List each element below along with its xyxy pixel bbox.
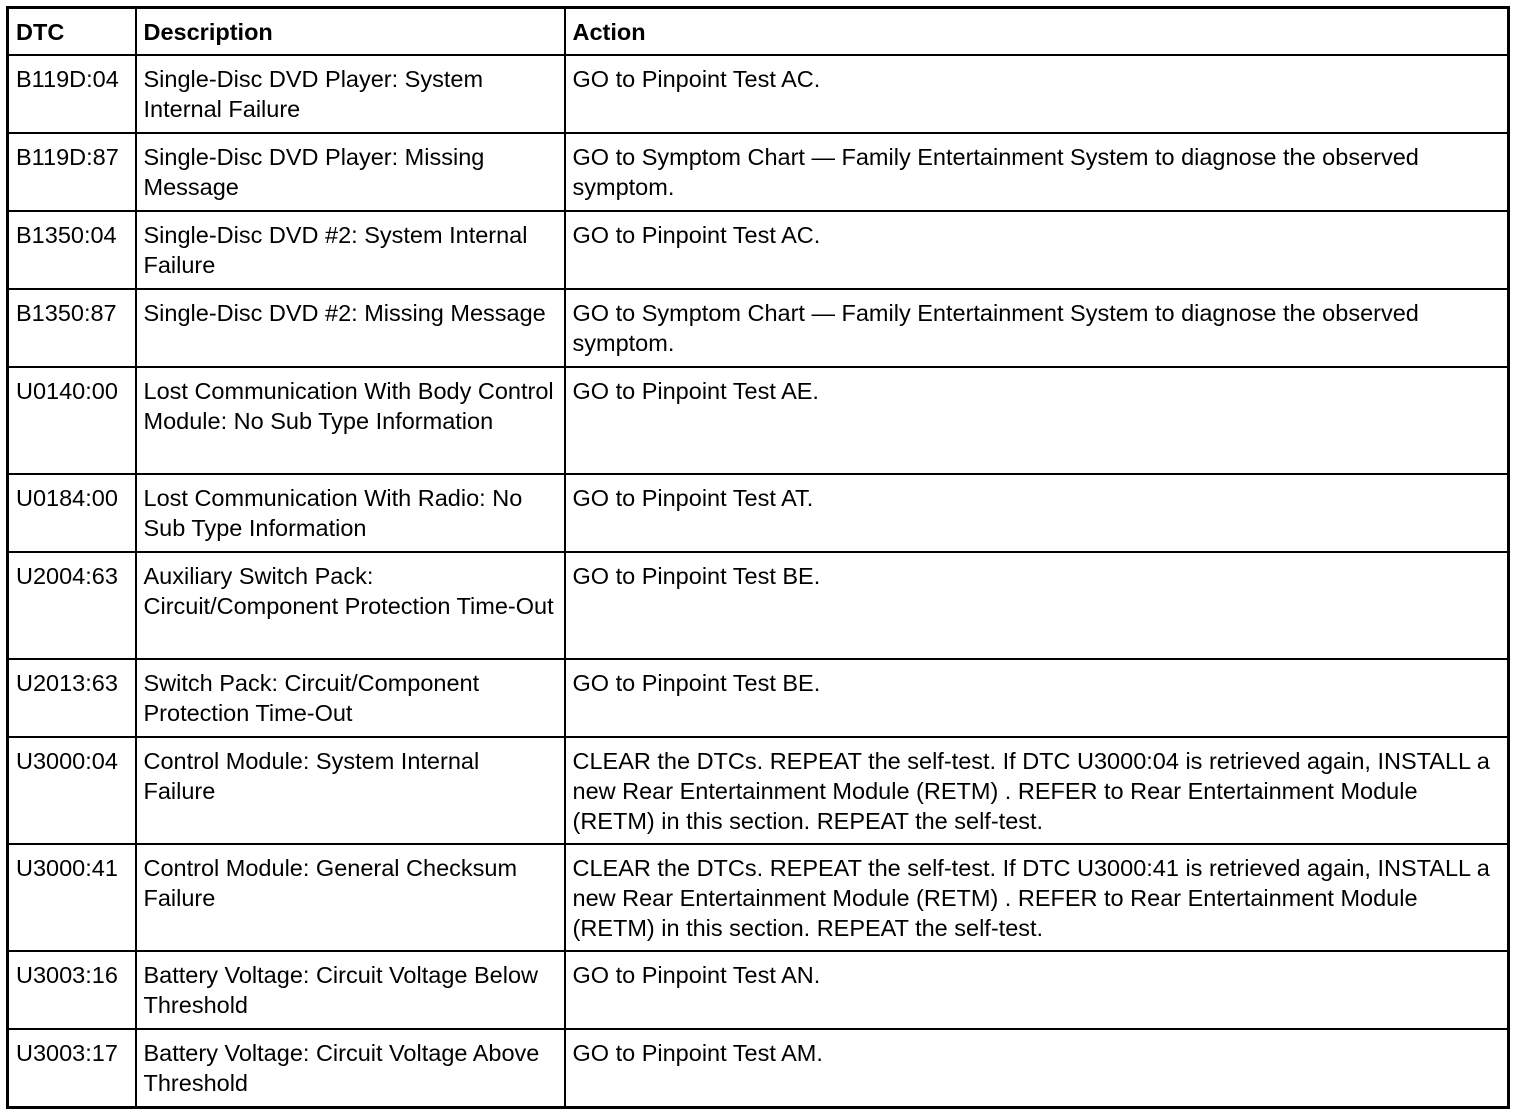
dtc-description: Lost Communication With Body Control Module: No Sub Type Information: [136, 367, 565, 474]
dtc-action: GO to Pinpoint Test AE.: [565, 367, 1509, 474]
dtc-action: GO to Pinpoint Test AC.: [565, 55, 1509, 133]
dtc-code: U0184:00: [8, 474, 136, 552]
dtc-action: CLEAR the DTCs. REPEAT the self-test. If DTC U3000:41 is retrieved again, INSTALL a new Rear Entertainment Module (RETM) . REFER to Rear Entertainment Module (RETM) in this section. REPEAT the self-test.: [565, 844, 1509, 951]
table-row: [8, 552, 1509, 659]
dtc-description: Battery Voltage: Circuit Voltage Below Threshold: [136, 951, 565, 1029]
table-row: [8, 659, 1509, 737]
table-row: [8, 55, 1509, 133]
dtc-code: U2004:63: [8, 552, 136, 659]
dtc-description: Auxiliary Switch Pack: Circuit/Component Protection Time-Out: [136, 552, 565, 659]
dtc-action: GO to Pinpoint Test AN.: [565, 951, 1509, 1029]
dtc-code: B119D:87: [8, 133, 136, 211]
table-header-row: [8, 8, 1509, 56]
dtc-code: U3000:41: [8, 844, 136, 951]
dtc-action: GO to Pinpoint Test BE.: [565, 659, 1509, 737]
dtc-description: Switch Pack: Circuit/Component Protection Time-Out: [136, 659, 565, 737]
dtc-code: B1350:87: [8, 289, 136, 367]
dtc-description: Control Module: General Checksum Failure: [136, 844, 565, 951]
dtc-description: Battery Voltage: Circuit Voltage Above Threshold: [136, 1029, 565, 1107]
dtc-action: GO to Pinpoint Test BE.: [565, 552, 1509, 659]
dtc-code: U0140:00: [8, 367, 136, 474]
table-row: [8, 133, 1509, 211]
dtc-code: U3003:17: [8, 1029, 136, 1107]
table-row: [8, 367, 1509, 474]
dtc-code: B119D:04: [8, 55, 136, 133]
dtc-description: Single-Disc DVD #2: Missing Message: [136, 289, 565, 367]
table-row: [8, 1029, 1509, 1107]
dtc-table: [6, 6, 1510, 1109]
dtc-code: U3003:16: [8, 951, 136, 1029]
dtc-action: CLEAR the DTCs. REPEAT the self-test. If DTC U3000:04 is retrieved again, INSTALL a new Rear Entertainment Module (RETM) . REFER to Rear Entertainment Module (RETM) in this section. REPEAT the self-test.: [565, 737, 1509, 844]
header-dtc: DTC: [8, 8, 136, 56]
table-row: [8, 951, 1509, 1029]
dtc-action: GO to Pinpoint Test AC.: [565, 211, 1509, 289]
dtc-description: Lost Communication With Radio: No Sub Type Information: [136, 474, 565, 552]
table-row: [8, 289, 1509, 367]
dtc-description: Single-Disc DVD Player: Missing Message: [136, 133, 565, 211]
table-row: [8, 737, 1509, 844]
dtc-action: GO to Symptom Chart — Family Entertainment System to diagnose the observed symptom.: [565, 133, 1509, 211]
dtc-code: U2013:63: [8, 659, 136, 737]
header-description: Description: [136, 8, 565, 56]
table-row: [8, 474, 1509, 552]
table-row: [8, 211, 1509, 289]
dtc-action: GO to Pinpoint Test AT.: [565, 474, 1509, 552]
table-row: [8, 844, 1509, 951]
dtc-description: Control Module: System Internal Failure: [136, 737, 565, 844]
dtc-code: U3000:04: [8, 737, 136, 844]
header-action: Action: [565, 8, 1509, 56]
dtc-action: GO to Symptom Chart — Family Entertainment System to diagnose the observed symptom.: [565, 289, 1509, 367]
dtc-description: Single-Disc DVD #2: System Internal Failure: [136, 211, 565, 289]
dtc-action: GO to Pinpoint Test AM.: [565, 1029, 1509, 1107]
dtc-code: B1350:04: [8, 211, 136, 289]
dtc-description: Single-Disc DVD Player: System Internal Failure: [136, 55, 565, 133]
